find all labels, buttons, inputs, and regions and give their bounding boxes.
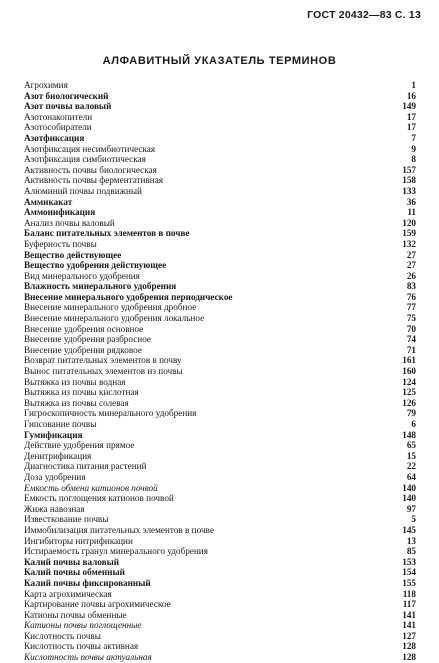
index-entry bbox=[24, 292, 416, 303]
index-page-number: 161 bbox=[402, 355, 416, 366]
index-page-number: 159 bbox=[402, 228, 416, 239]
index-entry bbox=[24, 377, 416, 388]
index-term: Аммонификация bbox=[24, 207, 96, 218]
index-term: Баланс питательных элементов в почве bbox=[24, 228, 190, 239]
index-entry bbox=[24, 589, 416, 600]
index-page-number: 74 bbox=[406, 334, 416, 345]
index-term: Вытяжка из почвы кислотная bbox=[24, 387, 139, 398]
index-entry bbox=[24, 271, 416, 282]
index-page-number: 128 bbox=[402, 652, 416, 663]
index-term: Внесение удобрения рядковое bbox=[24, 344, 142, 355]
index-entry bbox=[24, 144, 416, 155]
index-entry bbox=[24, 525, 416, 536]
index-term: Внесение минерального удобрения периодическое bbox=[24, 291, 233, 302]
index-page-number: 22 bbox=[406, 461, 416, 472]
index-page-number: 70 bbox=[406, 323, 416, 334]
index-page-number: 17 bbox=[406, 122, 416, 133]
index-page-number: 124 bbox=[402, 376, 416, 387]
index-term: Жижа навозная bbox=[24, 503, 85, 514]
index-term: Действие удобрения прямое bbox=[24, 440, 135, 451]
index-page-number: 85 bbox=[406, 546, 416, 557]
index-entry bbox=[24, 122, 416, 133]
index-term: Активность почвы ферментативная bbox=[24, 175, 164, 186]
index-term: Азотонакопители bbox=[24, 111, 93, 122]
index-entry bbox=[24, 91, 416, 102]
index-term: Кислотность почвы bbox=[24, 630, 101, 641]
index-page-number: 133 bbox=[402, 185, 416, 196]
index-page-number: 15 bbox=[406, 450, 416, 461]
index-page-number: 153 bbox=[402, 556, 416, 567]
index-term: Вынос питательных элементов из почвы bbox=[24, 366, 183, 377]
index-term: Азотфиксация bbox=[24, 132, 85, 143]
index-page-number: 64 bbox=[406, 471, 416, 482]
index-term: Внесение минерального удобрения дробное bbox=[24, 302, 197, 313]
index-term: Азотфиксация симбиотическая bbox=[24, 154, 146, 165]
index-page-number: 65 bbox=[406, 440, 416, 451]
index-page-number: 97 bbox=[406, 503, 416, 514]
index-entry bbox=[24, 334, 416, 345]
index-term: Калий почвы валовый bbox=[24, 556, 120, 567]
index-term: Азот биологический bbox=[24, 90, 109, 101]
index-page-number: 160 bbox=[402, 366, 416, 377]
index-page-number: 140 bbox=[402, 493, 416, 504]
index-entry bbox=[24, 80, 416, 91]
index-page-number: 5 bbox=[411, 514, 416, 525]
index-page-number: 128 bbox=[402, 641, 416, 652]
index-term: Активность почвы биологическая bbox=[24, 164, 157, 175]
index-entry bbox=[24, 281, 416, 292]
index-entry bbox=[24, 631, 416, 642]
index-entry bbox=[24, 313, 416, 324]
index-term: Агрохимия bbox=[24, 80, 68, 90]
index-page-number: 132 bbox=[402, 238, 416, 249]
index-entry bbox=[24, 133, 416, 144]
index-term: Вещество удобрения действующее bbox=[24, 260, 167, 271]
index-page-number: 36 bbox=[406, 196, 416, 207]
index-entry bbox=[24, 165, 416, 176]
index-entry bbox=[24, 536, 416, 547]
index-entry bbox=[24, 302, 416, 313]
index-page-number: 158 bbox=[402, 175, 416, 186]
index-page-number: 17 bbox=[406, 111, 416, 122]
index-page-number: 117 bbox=[402, 599, 416, 610]
index-entry bbox=[24, 260, 416, 271]
index-term: Азотфиксация несимбиотическая bbox=[24, 143, 156, 154]
index-entry bbox=[24, 101, 416, 112]
index-term: Кислотность почвы актуальная bbox=[24, 652, 152, 663]
index-term: Диагностика питания растений bbox=[24, 461, 147, 472]
index-entry bbox=[24, 461, 416, 472]
index-page-number: 149 bbox=[402, 101, 416, 112]
index-term: Внесение удобрения разбросное bbox=[24, 334, 151, 345]
index-term: Вытяжка из почвы водная bbox=[24, 376, 126, 387]
document-header: ГОСТ 20432—83 С. 13 bbox=[307, 9, 421, 21]
index-entry bbox=[24, 112, 416, 123]
index-term: Емкость поглощения катионов почвой bbox=[24, 493, 174, 504]
index-entry bbox=[24, 504, 416, 515]
index-page-number: 71 bbox=[406, 344, 416, 355]
index-page-number: 79 bbox=[406, 408, 416, 419]
index-page-number: 83 bbox=[406, 281, 416, 292]
index-entry bbox=[24, 197, 416, 208]
index-term: Алюминий почвы подвижный bbox=[24, 185, 142, 196]
index-term: Истираемость гранул минерального удобрения bbox=[24, 546, 208, 557]
index-entry bbox=[24, 599, 416, 610]
index-term: Влажность минерального удобрения bbox=[24, 281, 177, 292]
index-term: Возврат питательных элементов в почву bbox=[24, 355, 182, 366]
index-entry bbox=[24, 387, 416, 398]
index-page-number: 148 bbox=[402, 429, 416, 440]
index-entry bbox=[24, 154, 416, 165]
index-entry bbox=[24, 228, 416, 239]
index-term: Кислотность почвы активная bbox=[24, 641, 139, 652]
index-entry bbox=[24, 398, 416, 409]
index-page-number: 140 bbox=[402, 482, 416, 493]
index-entry bbox=[24, 451, 416, 462]
index-term: Буферность почвы bbox=[24, 238, 97, 249]
index-term: Емкость обмена катионов почвой bbox=[24, 482, 158, 493]
index-page-number: 127 bbox=[402, 630, 416, 641]
index-entry bbox=[24, 567, 416, 578]
index-term: Анализ почвы валовый bbox=[24, 217, 115, 228]
index-page-number: 7 bbox=[411, 132, 416, 143]
index-entry bbox=[24, 355, 416, 366]
index-entry bbox=[24, 218, 416, 229]
index-term: Вид минерального удобрения bbox=[24, 270, 140, 281]
index-term: Аммикакат bbox=[24, 196, 73, 207]
index-page-number: 11 bbox=[407, 207, 416, 218]
index-term: Калий почвы фиксированный bbox=[24, 577, 151, 588]
index-entry bbox=[24, 578, 416, 589]
index-page-number: 155 bbox=[402, 577, 416, 588]
index-page-number: 1 bbox=[411, 80, 416, 90]
index-entry bbox=[24, 546, 416, 557]
index-entry bbox=[24, 652, 416, 663]
index-page-number: 16 bbox=[406, 90, 416, 101]
index-entry bbox=[24, 440, 416, 451]
index-entry bbox=[24, 366, 416, 377]
index-page-number: 141 bbox=[402, 620, 416, 631]
index-entry bbox=[24, 408, 416, 419]
index-page-number: 9 bbox=[411, 143, 416, 154]
index-page-number: 145 bbox=[402, 524, 416, 535]
index-page-number: 141 bbox=[402, 609, 416, 620]
index-term: Картирование почвы агрохимическое bbox=[24, 599, 171, 610]
index-page-number: 27 bbox=[406, 249, 416, 260]
index-term: Внесение минерального удобрения локальное bbox=[24, 313, 205, 324]
index-entry bbox=[24, 250, 416, 261]
index-page-number: 77 bbox=[406, 302, 416, 313]
index-term: Азотособиратели bbox=[24, 122, 92, 133]
index-page-number: 13 bbox=[406, 535, 416, 546]
index-entry bbox=[24, 610, 416, 621]
index-term: Калий почвы обменный bbox=[24, 567, 125, 578]
index-page-number: 157 bbox=[402, 164, 416, 175]
index-entry bbox=[24, 175, 416, 186]
index-term: Ингибиторы нитрификации bbox=[24, 535, 133, 546]
index-term: Азот почвы валовый bbox=[24, 101, 112, 112]
index-term: Вещество действующее bbox=[24, 249, 122, 260]
term-index-list bbox=[24, 80, 416, 663]
index-term: Катионы почвы поглощенные bbox=[24, 620, 142, 631]
index-entry bbox=[24, 483, 416, 494]
index-entry bbox=[24, 419, 416, 430]
index-page-number: 76 bbox=[406, 291, 416, 302]
index-entry bbox=[24, 557, 416, 568]
index-page-number: 27 bbox=[406, 260, 416, 271]
index-term: Внесение удобрения основное bbox=[24, 323, 144, 334]
index-page-number: 8 bbox=[411, 154, 416, 165]
index-entry bbox=[24, 620, 416, 631]
index-page-number: 6 bbox=[411, 419, 416, 429]
index-entry bbox=[24, 186, 416, 197]
index-entry bbox=[24, 514, 416, 525]
index-page-number: 125 bbox=[402, 387, 416, 398]
index-term: Доза удобрения bbox=[24, 471, 86, 482]
index-entry bbox=[24, 239, 416, 250]
index-entry bbox=[24, 207, 416, 218]
index-page-number: 118 bbox=[402, 588, 416, 599]
index-entry bbox=[24, 430, 416, 441]
index-entry bbox=[24, 345, 416, 356]
index-term: Катионы почвы обменные bbox=[24, 609, 127, 620]
index-term: Известкование почвы bbox=[24, 514, 109, 525]
index-page-number: 154 bbox=[402, 567, 416, 578]
page-title: АЛФАВИТНЫЙ УКАЗАТЕЛЬ ТЕРМИНОВ bbox=[102, 55, 337, 67]
index-term: Гумификация bbox=[24, 429, 83, 440]
index-page-number: 120 bbox=[402, 217, 416, 228]
index-entry bbox=[24, 493, 416, 504]
index-page-number: 26 bbox=[406, 270, 416, 281]
index-entry bbox=[24, 472, 416, 483]
index-entry bbox=[24, 324, 416, 335]
index-term: Иммобилизация питательных элементов в почве bbox=[24, 524, 214, 535]
index-entry bbox=[24, 641, 416, 652]
index-term: Вытяжка из почвы солевая bbox=[24, 397, 129, 408]
index-term: Карта агрохимическая bbox=[24, 588, 112, 599]
index-term: Гипсование почвы bbox=[24, 419, 97, 429]
index-page-number: 75 bbox=[406, 313, 416, 324]
index-page-number: 126 bbox=[402, 397, 416, 408]
index-term: Денитрификация bbox=[24, 450, 92, 461]
index-term: Гигроскопичность минерального удобрения bbox=[24, 408, 197, 419]
